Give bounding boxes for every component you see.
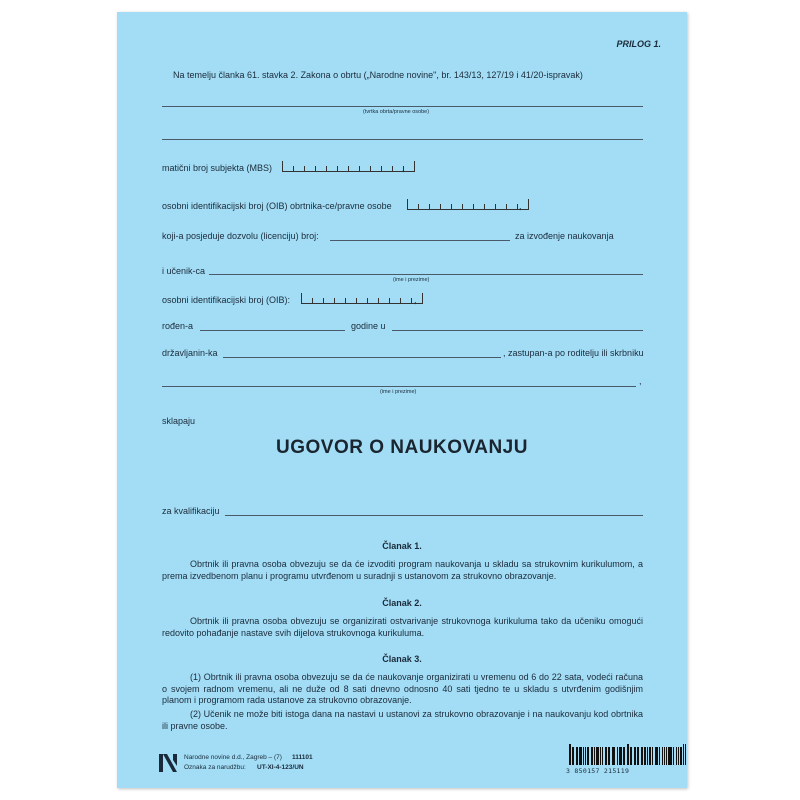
barcode-bar <box>680 747 682 765</box>
oib-ucenik-boxes[interactable] <box>301 293 423 304</box>
barcode-bar <box>642 747 643 765</box>
ucenik-line[interactable] <box>209 274 643 275</box>
nn-logo-icon <box>157 752 179 774</box>
oib-ucenik-comma: , <box>414 295 417 305</box>
ucenik-caption: (ime i prezime) <box>393 277 430 283</box>
barcode-bar <box>685 744 686 765</box>
skrbnik-comma: , <box>639 376 642 386</box>
izvodenje-label: za izvođenje naukovanja <box>515 231 614 241</box>
tvrtka-caption: (tvrtka obrta/pravne osobe) <box>363 109 430 115</box>
document-title: UGOVOR O NAUKOVANJU <box>276 437 528 458</box>
mbs-label: matični broj subjekta (MBS) <box>162 163 273 173</box>
barcode-bar <box>613 747 616 765</box>
mbs-boxes[interactable] <box>282 161 415 172</box>
article-2-text: Obrtnik ili pravna osoba obvezuju se organizirati ostvarivanje strukovnoga kurikuluma tako da učeniku omogući redovito pohađanje nastave svih dijelova strukovnoga kurikuluma. <box>162 616 643 638</box>
oib-obrtnik-boxes[interactable] <box>407 199 529 210</box>
zastupan-label: , zastupan-a po roditelju ili skrbniku <box>503 348 644 358</box>
barcode-bar <box>671 747 672 765</box>
barcode-bar <box>637 747 639 765</box>
footer-publisher: Narodne novine d.d., Zagreb – (7) <box>184 754 282 761</box>
barcode-bar <box>600 747 601 765</box>
article-2-heading: Članak 2. <box>382 598 422 608</box>
barcode-bar <box>606 747 607 765</box>
ucenik-label: i učenik-ca <box>162 266 206 276</box>
tvrtka-line-2[interactable] <box>162 139 643 140</box>
drzavljanin-line[interactable] <box>223 357 501 358</box>
barcode-bar <box>608 747 610 765</box>
barcode-bar <box>572 747 574 765</box>
barcode-bar <box>579 747 582 765</box>
barcode-bar <box>649 747 652 765</box>
dozvola-line[interactable] <box>330 240 510 241</box>
article-3-text-2: (2) Učenik ne može biti istoga dana na nastavi u ustanovi za strukovno obrazovanje i na naukovanju kod obrtnika ili pravne osobe. <box>162 709 643 731</box>
barcode-bar <box>659 747 660 765</box>
footer-order-code: UT-XI-4-123/UN <box>257 764 304 771</box>
oib-ucenik-label: osobni identifikacijski broj (OIB): <box>162 295 291 305</box>
footer-number: 111101 <box>292 754 313 761</box>
barcode-bar <box>623 747 625 765</box>
barcode-bar <box>664 747 665 765</box>
barcode-bar <box>657 747 658 765</box>
oib-obrtnik-comma: , <box>519 201 522 211</box>
barcode-bar <box>630 747 633 765</box>
barcode-bar <box>592 747 593 765</box>
drzavljanin-label: državljanin-ka <box>162 348 218 358</box>
roden-line[interactable] <box>200 330 345 331</box>
godine-label: godine u <box>351 321 386 331</box>
sklapaju-label: sklapaju <box>162 416 196 426</box>
barcode-bar <box>617 747 618 765</box>
skrbnik-caption: (ime i prezime) <box>380 389 417 395</box>
barcode-bar <box>594 747 595 765</box>
article-1-heading: Članak 1. <box>382 541 422 551</box>
mbs-comma: , <box>402 163 405 173</box>
barcode-text: 3 850157 215119 <box>566 767 630 775</box>
intro-text: Na temelju članka 61. stavka 2. Zakona o obrtu („Narodne novine", br. 143/13, 127/19 i 41/20-ispravak) <box>173 70 583 80</box>
barcode-bar <box>577 747 578 765</box>
barcode-bar <box>644 747 646 765</box>
footer-order-label: Oznaka za narudžbu: <box>184 764 246 771</box>
skrbnik-line[interactable] <box>162 386 636 387</box>
prilog-label: PRILOG 1. <box>616 39 661 49</box>
barcode-bar <box>666 747 667 765</box>
tvrtka-line[interactable] <box>162 106 643 107</box>
barcode-bar <box>587 747 589 765</box>
kvalifikacija-line[interactable] <box>225 515 643 516</box>
oib-obrtnik-label: osobni identifikacijski broj (OIB) obrtnika-ce/pravne osobe <box>162 201 392 211</box>
mjesto-line[interactable] <box>392 330 643 331</box>
form-sheet <box>117 12 687 788</box>
barcode-bar <box>620 747 622 765</box>
kvalifikacija-label: za kvalifikaciju <box>162 506 220 516</box>
barcode-bar <box>602 747 604 765</box>
dozvola-label: koji-a posjeduje dozvolu (licenciju) broj: <box>162 231 319 241</box>
barcode-bar <box>652 747 653 765</box>
barcode-bar <box>673 747 674 765</box>
article-3-heading: Članak 3. <box>382 654 422 664</box>
barcode-bar <box>635 747 636 765</box>
roden-label: rođen-a <box>162 321 194 331</box>
barcode-bar <box>585 747 587 765</box>
article-1-text: Obrtnik ili pravna osoba obvezuju se da će izvoditi program naukovanja u skladu sa strukovnim kurikulumom, a prema izvedbenom planu i programu utvrđenom u suradnji s ustanovom za strukovno obrazovanje. <box>162 559 643 581</box>
barcode-bar <box>570 744 571 765</box>
article-3-text-1: (1) Obrtnik ili pravna osoba obvezuju se da će naukovanje organizirati u vremenu od 6 do 22 sata, vodeći računa o svojem radnom vremenu, ali ne duže od 8 sati dnevno odnosno 40 sati tjedno te u skladu s utvrđenim godišnjim planom i programom rada ustanove za strukovno obrazovanje. <box>162 672 643 705</box>
barcode-bar <box>678 747 679 765</box>
barcode-bar <box>628 744 629 765</box>
barcode <box>569 747 687 765</box>
